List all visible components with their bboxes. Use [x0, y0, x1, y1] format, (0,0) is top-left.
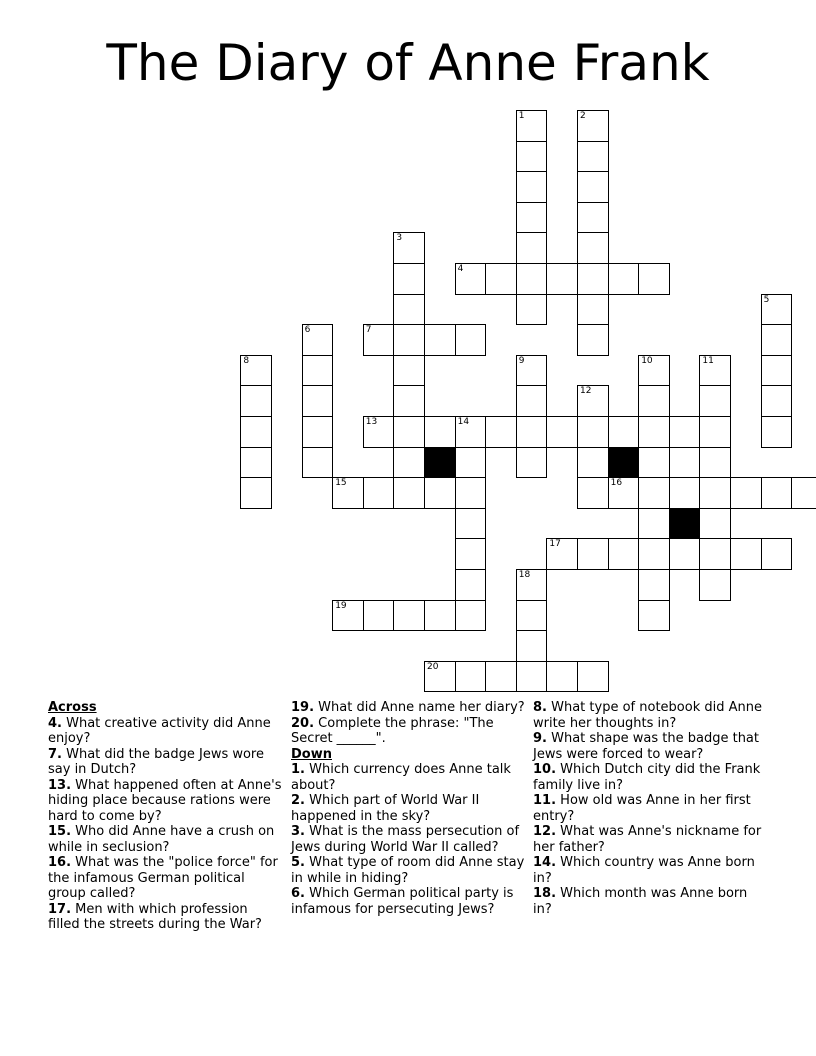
grid-cell[interactable] — [761, 385, 793, 417]
grid-cell[interactable] — [699, 355, 731, 387]
grid-cell[interactable] — [393, 263, 425, 295]
grid-cell[interactable] — [577, 416, 609, 448]
grid-cell[interactable] — [577, 324, 609, 356]
grid-cell[interactable] — [424, 661, 456, 693]
clue-number: 15 — [335, 478, 347, 489]
grid-cell[interactable] — [393, 385, 425, 417]
clue-item — [48, 824, 283, 855]
grid-cell[interactable] — [608, 477, 640, 509]
grid-cell[interactable] — [393, 355, 425, 387]
grid-cell[interactable] — [638, 263, 670, 295]
black-square — [608, 447, 640, 479]
clue-item — [291, 855, 526, 886]
grid-cell[interactable] — [516, 355, 548, 387]
grid-cell[interactable] — [332, 477, 364, 509]
grid-cell[interactable] — [761, 416, 793, 448]
across-heading: Across — [48, 700, 97, 715]
clue-item-text: What was Anne's nickname for her father? — [533, 824, 762, 855]
grid-cell[interactable] — [455, 477, 487, 509]
clue-item-number: 3. — [291, 824, 305, 839]
clue-item — [533, 762, 763, 793]
grid-cell[interactable] — [393, 447, 425, 479]
clue-number: 2 — [580, 111, 586, 121]
clue-item-text: What is the mass persecution of Jews during World War II called? — [291, 824, 520, 855]
grid-cell[interactable] — [302, 447, 334, 479]
clue-item-number: 16. — [48, 855, 72, 870]
clue-item-number: 2. — [291, 793, 305, 808]
clue-item — [48, 716, 283, 747]
clue-item-text: Men with which profession filled the streets during the War? — [48, 901, 262, 932]
black-square — [669, 508, 701, 540]
grid-cell[interactable] — [577, 263, 609, 295]
grid-cell[interactable] — [516, 232, 548, 264]
grid-cell[interactable] — [546, 661, 578, 693]
grid-cell[interactable] — [240, 477, 272, 509]
clue-item-number: 4. — [48, 715, 62, 731]
grid-cell[interactable] — [302, 355, 334, 387]
grid-cell[interactable] — [761, 355, 793, 387]
grid-cell[interactable] — [516, 294, 548, 326]
grid-cell[interactable] — [638, 477, 670, 509]
grid-cell[interactable] — [730, 538, 762, 570]
grid-cell[interactable] — [455, 569, 487, 601]
grid-cell[interactable] — [455, 263, 487, 295]
clue-item-text: Which part of World War II happened in the sky? — [291, 793, 480, 824]
grid-cell[interactable] — [577, 477, 609, 509]
clue-item — [291, 700, 526, 716]
grid-cell[interactable] — [638, 538, 670, 570]
grid-cell[interactable] — [240, 385, 272, 417]
grid-cell[interactable] — [638, 569, 670, 601]
grid-cell[interactable] — [516, 661, 548, 693]
grid-cell[interactable] — [761, 538, 793, 570]
grid-cell[interactable] — [638, 355, 670, 387]
grid-cell[interactable] — [699, 447, 731, 479]
clue-number: 7 — [365, 325, 372, 336]
clue-item — [291, 762, 526, 793]
clue-item — [291, 886, 526, 917]
across-clues-list — [48, 716, 283, 933]
clue-item — [48, 778, 283, 825]
grid-cell[interactable] — [699, 477, 731, 509]
grid-cell[interactable] — [455, 600, 487, 632]
clue-item-text: What type of room did Anne stay in while in hiding? — [291, 855, 525, 886]
clue-item — [291, 793, 526, 824]
clue-item-number: 13. — [48, 777, 72, 793]
down-clues-list-continued — [533, 700, 763, 917]
clue-item-text: How old was Anne in her first entry? — [533, 793, 751, 824]
grid-cell[interactable] — [393, 477, 425, 509]
clue-item-number: 17. — [48, 901, 72, 917]
grid-cell[interactable] — [516, 447, 548, 479]
clue-number: 17 — [549, 539, 561, 550]
grid-cell[interactable] — [455, 508, 487, 540]
grid-cell[interactable] — [393, 324, 425, 356]
grid-cell[interactable] — [577, 141, 609, 173]
clue-item-text: What creative activity did Anne enjoy? — [48, 715, 271, 746]
clue-item — [533, 824, 763, 855]
grid-cell[interactable] — [699, 385, 731, 417]
clue-item-text: What did the badge Jews wore say in Dutch? — [48, 746, 264, 777]
clue-item-number: 1. — [291, 762, 305, 777]
grid-cell[interactable] — [393, 416, 425, 448]
clue-item — [48, 747, 283, 778]
grid-cell[interactable] — [577, 661, 609, 693]
clue-column-3 — [533, 700, 763, 917]
grid-cell[interactable] — [546, 263, 578, 295]
grid-cell[interactable] — [240, 447, 272, 479]
grid-cell[interactable] — [699, 569, 731, 601]
grid-cell[interactable] — [363, 416, 395, 448]
grid-cell[interactable] — [669, 447, 701, 479]
clue-item-number: 12. — [533, 824, 557, 839]
clue-item-text: Which month was Anne born in? — [533, 886, 748, 917]
clue-item — [48, 902, 283, 933]
clue-item-text: What did Anne name her diary? — [318, 700, 525, 715]
clue-item-text: What was the "police force" for the infamous German political group called? — [48, 855, 278, 901]
clue-item-text: Which German political party is infamous for persecuting Jews? — [291, 886, 514, 917]
clue-item — [533, 886, 763, 917]
grid-cell[interactable] — [455, 416, 487, 448]
grid-cell[interactable] — [485, 416, 517, 448]
grid-cell[interactable] — [393, 232, 425, 264]
grid-cell[interactable] — [516, 385, 548, 417]
grid-cell[interactable] — [332, 600, 364, 632]
clue-number: 11 — [702, 355, 714, 366]
grid-cell[interactable] — [516, 416, 548, 448]
grid-cell[interactable] — [516, 600, 548, 632]
clue-item-number: 15. — [48, 824, 72, 839]
grid-cell[interactable] — [516, 141, 548, 173]
clue-item-text: Complete the phrase: "The Secret ______". — [291, 715, 494, 746]
clue-number: 18 — [518, 570, 531, 580]
clue-number: 13 — [365, 417, 378, 427]
grid-cell[interactable] — [302, 416, 334, 448]
clue-item-number: 19. — [291, 700, 315, 715]
clue-number: 8 — [243, 355, 250, 366]
grid-cell[interactable] — [302, 324, 334, 356]
clue-item — [533, 855, 763, 886]
grid-cell[interactable] — [669, 477, 701, 509]
grid-cell[interactable] — [577, 294, 609, 326]
grid-cell[interactable] — [577, 110, 609, 142]
clue-item — [48, 855, 283, 902]
grid-cell[interactable] — [546, 416, 578, 448]
grid-cell[interactable] — [577, 447, 609, 479]
clue-item — [533, 700, 763, 731]
grid-cell[interactable] — [424, 477, 456, 509]
grid-cell[interactable] — [363, 477, 395, 509]
grid-cell[interactable] — [638, 508, 670, 540]
grid-cell[interactable] — [455, 538, 487, 570]
clue-item-number: 6. — [291, 886, 305, 901]
clue-number: 9 — [518, 355, 525, 366]
grid-cell[interactable] — [608, 538, 640, 570]
grid-cell[interactable] — [363, 600, 395, 632]
grid-cell[interactable] — [638, 416, 670, 448]
clue-number: 1 — [518, 111, 525, 121]
clue-item-text: What type of notebook did Anne write her thoughts in? — [533, 700, 762, 731]
grid-cell[interactable] — [608, 263, 640, 295]
clue-item-text: Which currency does Anne talk about? — [291, 762, 511, 793]
clue-item-text: Who did Anne have a crush on while in seclusion? — [48, 824, 275, 855]
clue-item — [533, 793, 763, 824]
clue-column-2 — [291, 700, 526, 917]
grid-cell[interactable] — [577, 385, 609, 417]
clue-number: 16 — [610, 478, 623, 489]
clue-number: 3 — [396, 233, 403, 244]
grid-cell[interactable] — [516, 110, 548, 142]
clue-number: 5 — [763, 294, 770, 305]
grid-cell[interactable] — [516, 171, 548, 203]
clue-number: 19 — [335, 600, 347, 611]
grid-cell[interactable] — [485, 661, 517, 693]
grid-cell[interactable] — [455, 661, 487, 693]
clue-number: 4 — [457, 264, 464, 274]
grid-cell[interactable] — [516, 202, 548, 234]
grid-cell[interactable] — [669, 538, 701, 570]
grid-cell[interactable] — [363, 324, 395, 356]
grid-cell[interactable] — [393, 600, 425, 632]
clue-item-number: 9. — [533, 731, 547, 746]
grid-cell[interactable] — [730, 477, 762, 509]
clue-number: 12 — [580, 386, 592, 397]
clue-item — [291, 716, 526, 747]
grid-cell[interactable] — [699, 508, 731, 540]
grid-cell[interactable] — [240, 416, 272, 448]
clue-number: 14 — [457, 417, 470, 427]
clue-number: 10 — [641, 355, 653, 366]
clue-number: 20 — [427, 661, 439, 672]
grid-cell[interactable] — [761, 477, 793, 509]
grid-cell[interactable] — [393, 294, 425, 326]
down-clues-list — [291, 762, 526, 917]
grid-cell[interactable] — [516, 263, 548, 295]
grid-cell[interactable] — [577, 202, 609, 234]
grid-cell[interactable] — [302, 385, 334, 417]
clue-item-text: What happened often at Anne's hiding place because rations were hard to come by? — [48, 777, 282, 824]
grid-cell[interactable] — [669, 416, 701, 448]
clue-item-number: 8. — [533, 700, 547, 715]
grid-cell[interactable] — [761, 324, 793, 356]
grid-cell[interactable] — [638, 385, 670, 417]
clue-item-text: What shape was the badge that Jews were forced to wear? — [533, 731, 759, 762]
clue-item-number: 18. — [533, 886, 557, 901]
grid-cell[interactable] — [699, 416, 731, 448]
grid-cell[interactable] — [577, 232, 609, 264]
grid-cell[interactable] — [424, 416, 456, 448]
clue-item-number: 7. — [48, 746, 62, 762]
across-clues-list-continued — [291, 700, 526, 747]
grid-cell[interactable] — [546, 538, 578, 570]
grid-cell[interactable] — [516, 630, 548, 662]
down-heading: Down — [291, 746, 332, 762]
grid-cell[interactable] — [424, 600, 456, 632]
grid-cell[interactable] — [424, 324, 456, 356]
clue-item-number: 11. — [533, 793, 557, 808]
grid-cell[interactable] — [699, 538, 731, 570]
grid-cell[interactable] — [791, 477, 816, 509]
grid-cell[interactable] — [516, 569, 548, 601]
clue-item-text: Which country was Anne born in? — [533, 855, 755, 886]
grid-cell[interactable] — [577, 171, 609, 203]
clue-item-number: 14. — [533, 855, 557, 870]
clue-item — [291, 824, 526, 855]
clue-item-number: 10. — [533, 762, 557, 777]
puzzle-title: The Diary of Anne Frank — [106, 34, 710, 92]
clue-item-number: 20. — [291, 715, 315, 731]
grid-cell[interactable] — [638, 447, 670, 479]
clue-item-number: 5. — [291, 855, 305, 870]
grid-cell[interactable] — [485, 263, 517, 295]
clue-column-1 — [48, 700, 283, 933]
black-square — [424, 447, 456, 479]
grid-cell[interactable] — [761, 294, 793, 326]
grid-cell[interactable] — [455, 447, 487, 479]
clue-number: 6 — [304, 325, 311, 336]
grid-cell[interactable] — [240, 355, 272, 387]
grid-cell[interactable] — [608, 416, 640, 448]
clue-item-text: Which Dutch city did the Frank family live in? — [533, 762, 761, 793]
grid-cell[interactable] — [455, 324, 487, 356]
grid-cell[interactable] — [638, 600, 670, 632]
grid-cell[interactable] — [577, 538, 609, 570]
clue-item — [533, 731, 763, 762]
